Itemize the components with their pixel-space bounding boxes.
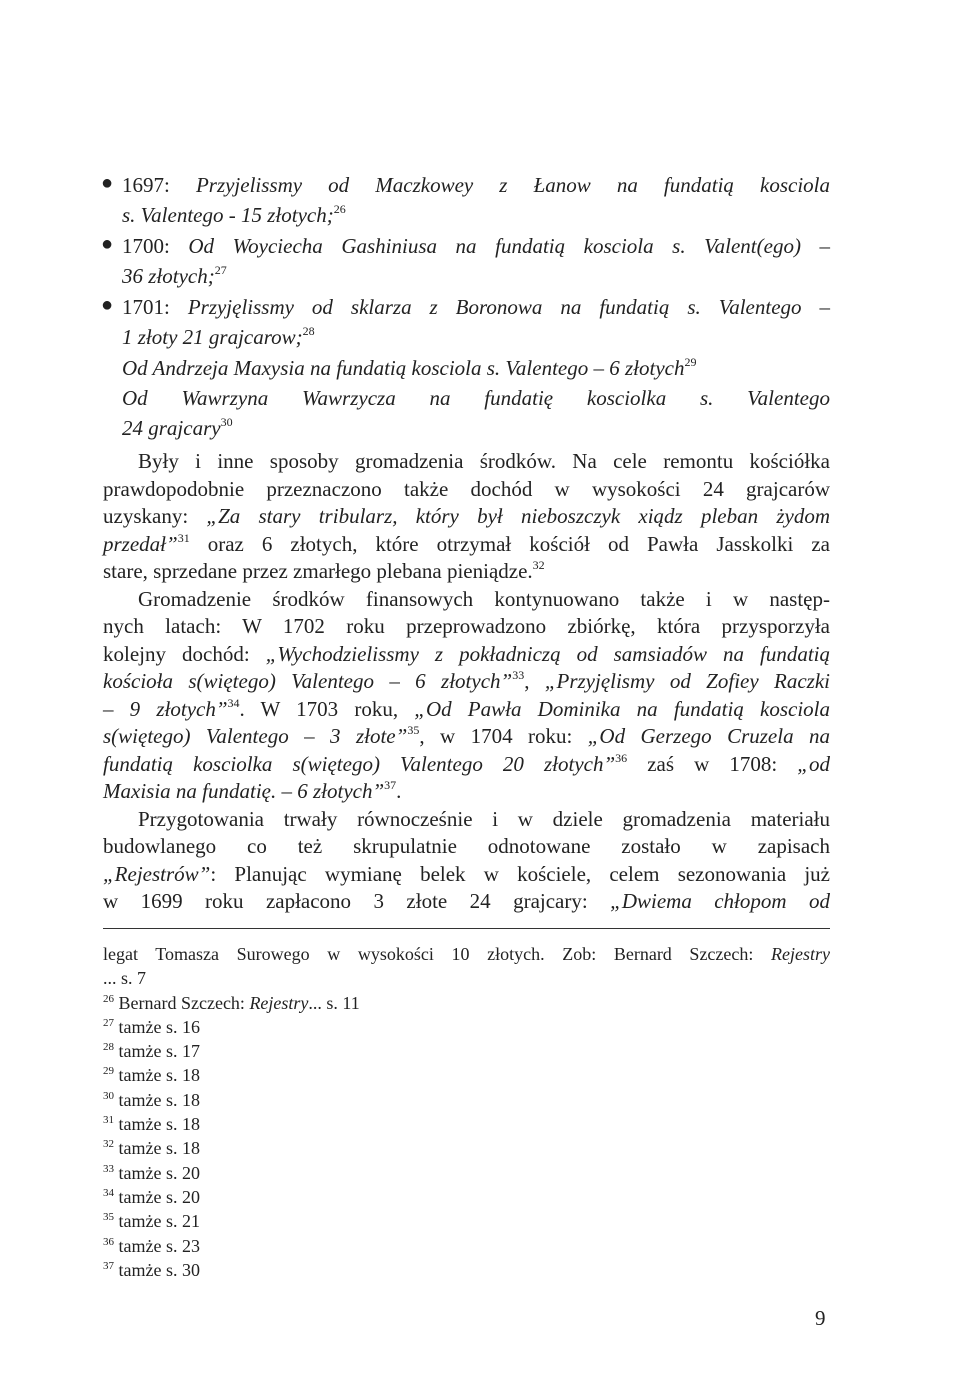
- footnote-ref: 30: [220, 415, 233, 429]
- footnote-ref: 35: [407, 723, 420, 737]
- footnote: $^{35}$ tamże s. 21: [103, 1211, 200, 1232]
- footnote: $^{26}$ Bernard Szczech: Rejestry... s. 11: [103, 992, 360, 1013]
- footnote: $^{34}$ tamże s. 20: [103, 1186, 200, 1207]
- footnotes: legat Tomasza Surowego w wysokości 10 złotych. Zob: Bernard Szczech: Rejestry ... s. 7 $^{26}$ Bernard Szczech: Rejestry... s. 11 $^{27}$ tamże s. 16 $^{28}$ tamże s. 17 $^{29}$ tamże s. 18 $^{30}$ tamże s. 18 $^{31}$ tamże s. 18 $^{32}$ tamże s. 18 $^{33}$ tamże s. 20 $^{34}$ tamże s. 20 $^{35}$ tamże s. 21 $^{36}$ tamże s. 23 $^{37}$ tamże s. 30: [103, 942, 830, 1282]
- list-subline: 24 grajcary$^{30}$: [122, 415, 233, 440]
- footnote: $^{36}$ tamże s. 23: [103, 1235, 200, 1256]
- footnote-ref: 36: [615, 750, 628, 765]
- bullet-icon: ●: [101, 172, 114, 194]
- footnote: $^{32}$ tamże s. 18: [103, 1138, 200, 1159]
- footnote-ref: 34: [227, 695, 240, 710]
- footnote-ref: 32: [532, 558, 545, 572]
- footnote: $^{30}$ tamże s. 18: [103, 1089, 200, 1110]
- body-text: Były i inne sposoby gromadzenia środków. Na cele remontu kościółka prawdopodobnie przeznaczono także dochód w wysokości 24 grajcarów uzyskany: „Za stary tribularz, który był nieboszczyk xiądz pleban żydom przedał”$^{31}$ oraz 6 złotych, które otrzymał kościół od Pawła Jasskolki za stare, sprzedane przez zmarłego plebana pieniądze.$^{32}$ Gromadzenie środków finansowych kontynuowano także i w następ- nych latach: W 1702 roku przeprowadzono zbiórkę, która przysporzyła kolejny dochód: „Wychodzielissmy z pokładniczą od samsiadów na fundatią kościoła s(więtego) Valentego – 6 złotych”$^{33}$, „Przyjęlismy od Zofiey Raczki – 9 złotych”$^{34}$. W 1703 roku, „Od Pawła Dominika na fundatią kosciola s(więtego) Valentego – 3 złote”$^{35}$, w 1704 roku: „Od Gerzego Cruzela na fundatią kosciolka s(więtego) Valentego 20 złotych”$^{36}$ zaś w 1708: „od Maxisia na fundatię. – 6 złotych”$^{37}$. Przygotowania trwały równocześnie i w dziele gromadzenia materiału budowlanego co też skrupulatnie odnotowane zostało w zapisach „Rejestrów”: Planując wymianę belek w kościele, celem sezonowania już w 1699 roku zapłacono 3 złote 24 grajcary: „Dwiema chłopom od: [103, 449, 830, 913]
- footnote: $^{27}$ tamże s. 16: [103, 1016, 200, 1037]
- footnote-ref: 26: [333, 202, 346, 216]
- list-item: ● 1700: Od Woyciecha Gashiniusa na fundatią kosciola s. Valent(ego) – 36 złotych;$^{27}$: [101, 233, 830, 288]
- list-subline: Od Wawrzyna Wawrzycza na fundatię kosciolka s. Valentego: [122, 386, 830, 410]
- footnote-ref: 28: [302, 324, 315, 338]
- bullet-list: [101, 172, 831, 445]
- bullet-icon: ●: [101, 233, 114, 255]
- list-subline: Od Andrzeja Maxysia na fundatią kosciola s. Valentego – 6 złotych$^{29}$: [122, 355, 697, 380]
- bullet-icon: ●: [101, 294, 114, 316]
- list-item: ● 1701: Przyjęlissmy od sklarza z Boronowa na fundatią s. Valentego – 1 złoty 21 grajcarow;$^{28}$: [101, 294, 830, 349]
- footnote: $^{28}$ tamże s. 17: [103, 1041, 200, 1062]
- footnote-continuation: legat Tomasza Surowego w wysokości 10 złotych. Zob: Bernard Szczech: Rejestry: [103, 944, 830, 964]
- footnote: $^{37}$ tamże s. 30: [103, 1259, 200, 1280]
- footnote-ref: 31: [177, 530, 190, 545]
- footnote-ref: 29: [684, 355, 697, 369]
- footnote-separator: [103, 928, 830, 929]
- footnote: $^{33}$ tamże s. 20: [103, 1162, 200, 1183]
- footnote-ref: 27: [214, 263, 227, 277]
- footnote-ref: 33: [512, 668, 525, 682]
- footnote: $^{31}$ tamże s. 18: [103, 1114, 200, 1135]
- footnote: $^{29}$ tamże s. 18: [103, 1065, 200, 1086]
- page-number: 9: [815, 1306, 826, 1330]
- footnote-ref: 37: [384, 778, 397, 792]
- list-item: ● 1697: Przyjelissmy od Maczkowey z Łanow na fundatią kosciola s. Valentego - 15 złotych;$^{26}$: [101, 172, 831, 227]
